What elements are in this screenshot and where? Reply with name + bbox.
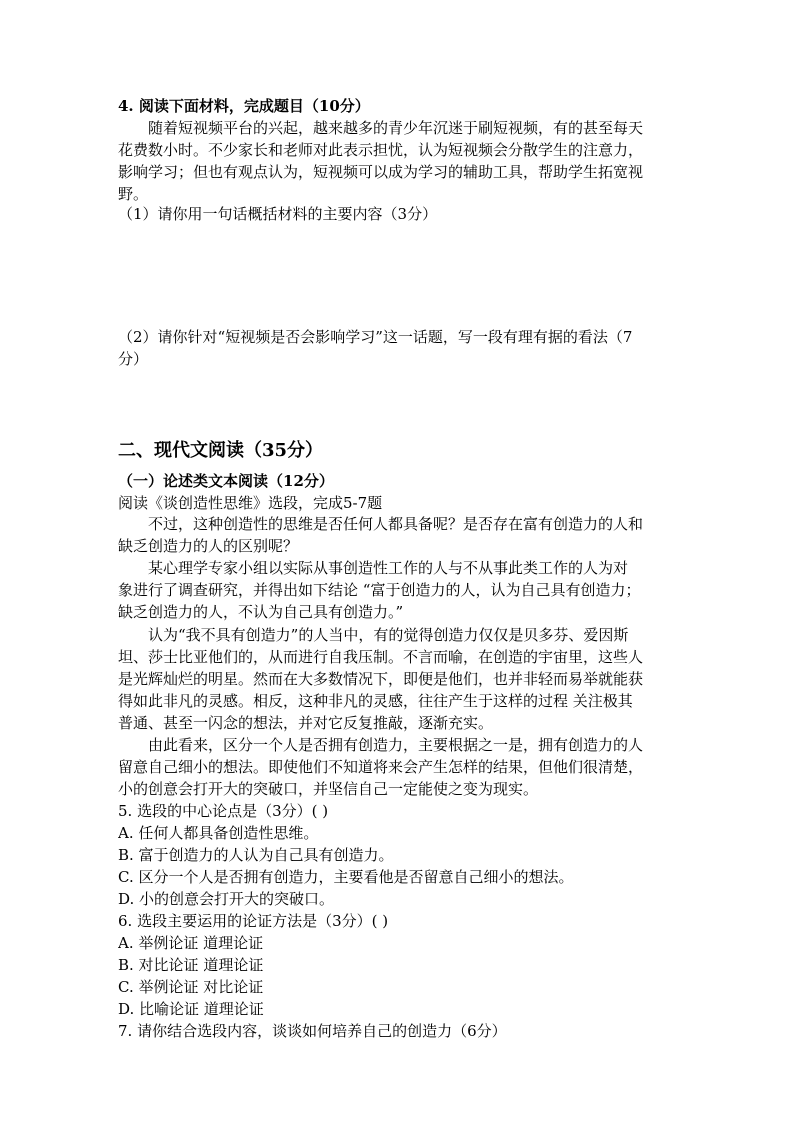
passage-line: 缺乏创造力的人，不认为自己具有创造力。” [118,603,404,621]
section-title: 二、现代文阅读（35分） [118,440,324,461]
passage-line: 认为“我不具有创造力”的人当中，有的觉得创造力仅仅是贝多芬、爱因斯 [148,626,629,644]
q4-sub-question-2: （2）请你针对“短视频是否会影响学习”这一话题，写一段有理有据的看法（7 [118,328,633,346]
passage-line: 小的创意会打开大的突破口，并坚信自己一定能使之变为现实。 [118,780,539,798]
q4-material-line: 影响学习；但也有观点认为，短视频可以成为学习的辅助工具，帮助学生拓宽视 [118,163,644,181]
passage-line: 留意自己细小的想法。即使他们不知道将来会产生怎样的结果，但他们很清楚， [118,758,644,776]
q6-option: C. 举例论证 对比论证 [118,978,264,996]
passage-line: 得如此非凡的灵感。相反，这种非凡的灵感，往往产生于这样的过程 关注极其 [118,692,633,710]
q7-stem: 7. 请你结合选段内容，谈谈如何培养自己的创造力（6分） [118,1022,507,1040]
q4-material-line: 随着短视频平台的兴起，越来越多的青少年沉迷于刷短视频，有的甚至每天 [148,119,644,137]
passage-line: 某心理学专家小组以实际从事创造性工作的人与不从事此类工作的人为对 [148,559,629,577]
passage-line: 象进行了调查研究，并得出如下结论 “富于创造力的人，认为自己具有创造力； [118,581,641,599]
passage-line: 普通、甚至一闪念的想法，并对它反复推敲，逐渐充实。 [118,714,494,732]
reading-intro: 阅读《谈创造性思维》选段，完成5-7题 [118,494,383,512]
passage-line: 不过，这种创造性的思维是否任何人都具备呢？是否存在富有创造力的人和 [148,515,644,533]
q5-option: A. 任何人都具备创造性思维。 [118,824,319,842]
q6-option: B. 对比论证 道理论证 [118,956,264,974]
q6-option: A. 举例论证 道理论证 [118,934,264,952]
q4-sub-question-1: （1）请你用一句话概括材料的主要内容（3分） [118,205,438,223]
passage-line: 坦、莎士比亚他们的，从而进行自我压制。不言而喻，在创造的宇宙里，这些人 [118,648,644,666]
q4-sub-question-2-cont: 分） [118,350,149,368]
passage-line: 是光辉灿烂的明星。然而在大多数情况下，即便是他们，也并非轻而易举就能获 [118,670,644,688]
q5-stem: 5. 选段的中心论点是（3分）( ) [118,802,329,820]
q4-material-line: 野。 [118,185,149,203]
q5-option: D. 小的创意会打开大的突破口。 [118,890,335,908]
q6-stem: 6. 选段主要运用的论证方法是（3分）( ) [118,912,389,930]
q4-heading: 4. 阅读下面材料，完成题目（10分） [118,97,370,115]
part-title: （一）论述类文本阅读（12分） [118,472,334,490]
passage-line: 由此看来，区分一个人是否拥有创造力，主要根据之一是，拥有创造力的人 [148,736,644,754]
q4-material-line: 花费数小时。不少家长和老师对此表示担忧，认为短视频会分散学生的注意力， [118,141,644,159]
q5-option: B. 富于创造力的人认为自己具有创造力。 [118,846,394,864]
q6-option: D. 比喻论证 道理论证 [118,1000,264,1018]
q5-option: C. 区分一个人是否拥有创造力，主要看他是否留意自己细小的想法。 [118,868,574,886]
passage-line: 缺乏创造力的人的区别呢？ [118,537,299,555]
